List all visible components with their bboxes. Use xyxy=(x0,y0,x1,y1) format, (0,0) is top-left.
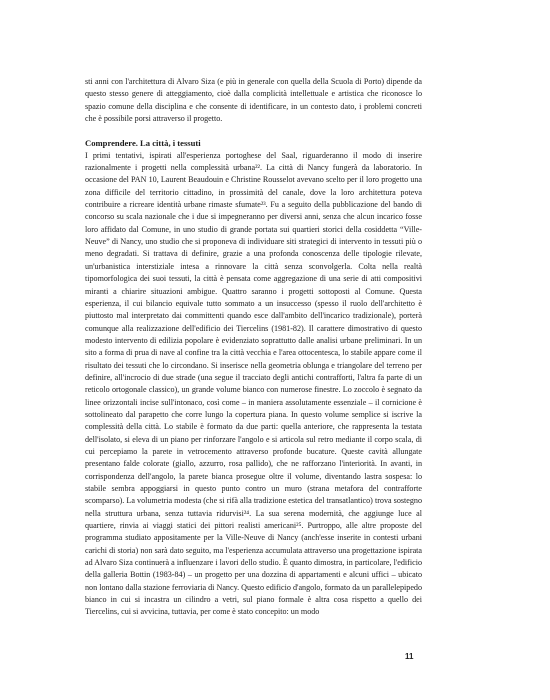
section-heading: Comprendere. La città, i tessuti xyxy=(85,138,201,149)
text-column xyxy=(85,76,422,619)
body-paragraph: I primi tentativi, ispirati all'esperienza portoghese del Saal, riguarderanno il modo di inserire razionalmente i progetti nella complessità urbana²². La città di Nancy fungerà da laboratorio. In occasione del PAN 10, Laurent Beaudouin e Christine Rousselot avevano scelto per il loro progetto una zona difficile del territorio cittadino, in prossimità del canale, dove la loro architettura poteva contribuire a ricreare identità urbane rimaste sfumate²³. Fu a seguito della pubblicazione del bando di concorso su scala nazionale che i due si impegneranno per diversi anni, senza che alcun incarico fosse loro affidato dal Comune, in uno studio di grande portata sui quartieri storici della cosiddetta “Ville-Neuve” di Nancy, uno studio che si proponeva di individuare siti strategici di intervento in tessuti più o meno degradati. Si trattava di definire, grazie a una profonda conoscenza delle tipologie rilevate, un'urbanistica interstiziale intesa a rinnovare la città senza sconvolgerla. Colta nella realtà tipomorfologica dei suoi tessuti, la città è pensata come aggregazione di una serie di atti compositivi miranti a chiarire situazioni ambigue. Quattro saranno i progetti sottoposti al Comune. Questa esperienza, il cui bilancio equivale tutto sommato a un insuccesso (spesso il ruolo dell'architetto è piuttosto mal interpretato dai committenti quando esce dall'ambito dell'incarico tradizionale), porterà comunque alla realizzazione dell'edificio dei Tiercelins (1981-82). Il carattere dimostrativo di questo modesto intervento di edilizia popolare è evidenziato soprattutto dalle analisi urbane preliminari. In un sito a forma di prua di nave al confine tra la città vecchia e l'area ottocentesca, lo stabile appare come il risultato dei tessuti che lo circondano. Si inserisce nella geometria oblunga e triangolare del terreno per definire, all'incrocio di due strade (una segue il tracciato degli antichi contrafforti, l'altra fa parte di un reticolo ortogonale classico), un grande volume bianco con numerose finestre. Lo zoccolo è segnato da linee orizzontali incise sull'intonaco, così come – in maniera assolutamente essenziale – il cornicione è sottolineato dal parapetto che corre lungo la copertura piana. In questo volume semplice si iscrive la complessità della città. Lo stabile è formato da due parti: quella anteriore, che rappresenta la testata dell'isolato, si eleva di un piano per rinforzare l'angolo e si articola sul retro mediante il corpo scala, di cui percepiamo la parete in vetrocemento attraverso profonde bucature. Queste cavità allungate presentano falde colorate (giallo, azzurro, rosa pallido), che ne rafforzano l'interiorità. In avanti, in corrispondenza dell'angolo, la parete bianca prosegue oltre il volume, diventando lastra sospesa: lo stabile sembra appoggiarsi in questo punto contro un muro (strana metafora del contrafforte scomparso). La volumetria modesta (che si rifà alla tradizione estetica del transatlantico) trova sostegno nella struttura urbana, senza tuttavia ridurvisi²⁴. La sua serena modernità, che aggiunge luce al quartiere, rinvia ai viaggi statici dei pittori realisti americani²⁵. Purtroppo, alle altre proposte del programma studiato appositamente per la Ville-Neuve di Nancy (anch'esse inserite in contesti urbani carichi di storia) non sarà dato seguito, ma l'esperienza accumulata attraverso una progettazione ispirata ad Alvaro Siza continuerà a influenzare i lavori dello studio. È quanto dimostra, in particolare, l'edificio della galleria Bottin (1983-84) – un progetto per una dozzina di appartamenti e alcuni uffici – ubicato non lontano dalla stazione ferroviaria di Nancy. Questo edificio d'angolo, formato da un parallelepipedo bianco in cui si incastra un cilindro a vetri, sul piano formale è altra cosa rispetto a quello dei Tiercelins, cui si avvicina, tuttavia, per come è stato concepito: un modo xyxy=(85,150,422,617)
intro-paragraph: sti anni con l'architettura di Alvaro Siza (e più in generale con quella della Scuola di Porto) dipende da questo stesso genere di atteggiamento, cioè dalla complicità intellettuale e artistica che riconosce lo spazio comune della disciplina e che consente di identificare, in un contesto dato, i problemi concreti che è possibile porsi attraverso il progetto. xyxy=(85,77,422,124)
paragraph-spacer xyxy=(85,125,422,137)
page-number: 11 xyxy=(405,652,414,661)
